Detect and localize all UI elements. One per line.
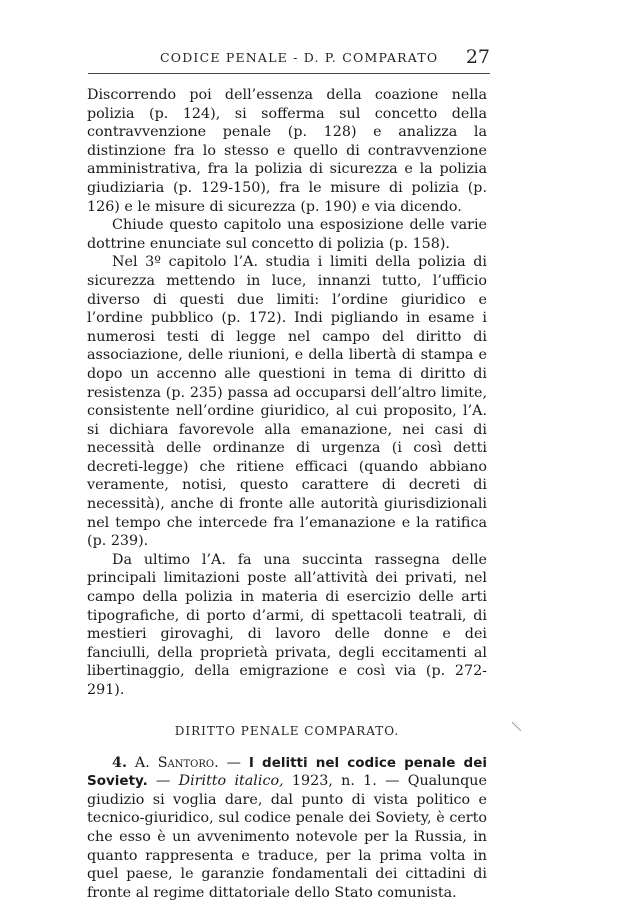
running-title: CODICE PENALE - D. P. COMPARATO [160, 50, 439, 65]
stray-mark-icon [512, 722, 521, 731]
paragraph: Chiude questo capitolo una esposizione delle varie dottrine enunciate sul concetto di polizia (p. 158). [87, 217, 487, 252]
paragraph: Discorrendo poi dell’essenza della coazione nella polizia (p. 124), si sofferma sul concetto della contravvenzione penale (p. 128) e analizza la distinzione fra lo stesso e quello di contravvenzione amministrativa, fra la polizia di sicurezza e la polizia giudiziaria (p. 129-150), fra le misure di polizia (p. 126) e le misure di sicurezza (p. 190) e via dicendo. [87, 87, 487, 215]
entry-dash: — [376, 773, 408, 790]
entry-title: I delitti nel codice penale dei Soviety. [87, 754, 488, 790]
header-rule [88, 73, 490, 74]
page-body [87, 86, 487, 902]
entry-citation: 1923, n. 1. [283, 773, 377, 790]
entry-journal: Diritto italico, [178, 773, 284, 790]
paragraph: Nel 3º capitolo l’A. studia i limiti della polizia di sicurezza mettendo in luce, innanzi tutto, l’ufficio diverso di questi due limiti: l’ordine giuridico e l’ordine pubblico (p. 172). Indi pigliando in esame i numerosi testi di legge nel campo del diritto di associazione, delle riunioni, e della libertà di stampa e dopo un accenno alle questioni in tema di diritto di resistenza (p. 235) passa ad occuparsi dell’altro limite, consistente nell’ordine giuridico, al cui proposito, l’A. si dichiara favorevole alla emanazione, nei casi di necessità delle ordinanze di urgenza (i così detti decreti-legge) che ritiene efficaci (quando abbiano veramente, notisi, questo carattere di decreti di necessità), anche di fronte alle autorità giurisdizionali nel tempo che intercede fra l’emanazione e la ratifica (p. 239). [87, 254, 487, 550]
bibliography-entry [87, 754, 487, 902]
entry-number: 4. [112, 754, 127, 771]
entry-dash: — [147, 773, 179, 790]
page-header [88, 46, 490, 72]
entry-text: Qualunque giudizio si voglia dare, dal punto di vista politico e tecnico-giuridico, sul codice penale dei Soviety, è certo che esso è un avvenimento notevole per la Russia, in quanto rappresenta e traduce, per la prima volta in quel paese, le garanzie fondamentali dei cittadini di fronte al regime dittatoriale dello Stato comunista. [87, 773, 487, 901]
paragraph: Da ultimo l’A. fa una succinta rassegna delle principali limitazioni poste all’attività dei privati, nel campo della polizia in materia di esercizio delle arti tipografiche, di porto d’armi, di spettacoli teatrali, di mestieri girovaghi, di lavoro delle donne e dei fanciulli, della proprietà privata, degli eccitamenti al libertinaggio, della emigrazione e così via (p. 272-291). [87, 551, 487, 698]
entry-author: A. Santoro. [134, 754, 219, 771]
section-heading: DIRITTO PENALE COMPARATO. [174, 723, 400, 738]
entry-dash: — [218, 754, 249, 771]
page-number: 27 [465, 46, 490, 68]
